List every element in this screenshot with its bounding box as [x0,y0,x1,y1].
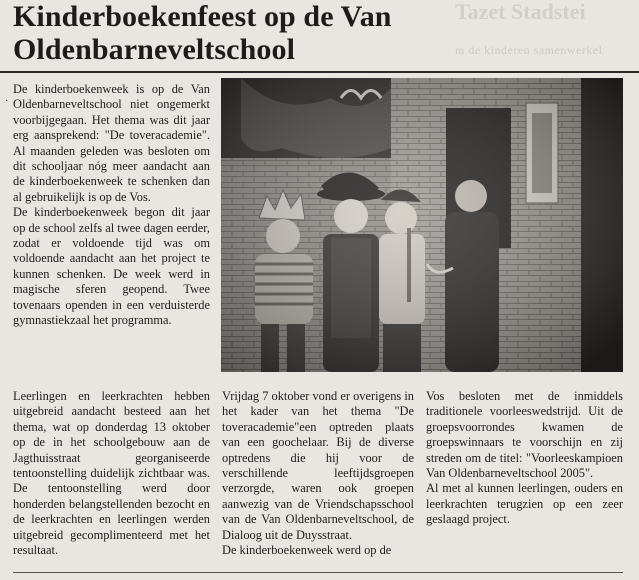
title-rule [0,71,639,73]
bottom-rule [13,572,623,573]
bleed-through-subtext: m de kinderen samenwerkel [455,43,603,57]
col1-paragraph: Leerlingen en leerkrachten hebben uitgebreid aandacht besteed aan het thema, wat op donderdag 13 oktober op de in het schoolgebouw aan de Jagthuisstraat georganiseerde tentoonstelling duidelijk zichtbaar was. De tentoonstelling werd door honderden belangstellenden bezocht en de leerkrachten en leerlingen werden uitgebreid gecomplimenteerd met het resultaat. [13,389,210,558]
column-intro [13,82,210,329]
article-title [13,0,392,66]
intro-paragraph-1: De kinderboekenweek is op de Van Oldenbarneveltschool niet ongemerkt voorbijgegaan. Het thema was dit jaar erg aansprekend: "De toveracademie". Al maanden geleden was besloten om dit schooljaar nóg meer aandacht aan de kinderboekenweek te schenken dan al gebruikelijk is op de Vos. [13,82,210,204]
col2-paragraph-1: Vrijdag 7 oktober vond er overigens in het kader van het thema "De toveracademie"een optreden plaats van een goochelaar. Bij de diverse optredens die hij voor de verschillende leeftijdsgroepen verzorgde, waren ook groepen aanwezig van de Vriendschapsschool van de Van Oldenbarneveltschool, de Dialoog uit de Duysstraat. [222,389,414,542]
photo-illustration [221,78,623,372]
bleed-through-heading: Tazet Stadstei [455,0,586,24]
col3-paragraph-1: Vos besloten met de inmiddels traditionele voorleeswedstrijd. Uit de groepsvoorrondes kwamen de groepswinnaars te voorschijn en zij streden om de titel: "Voorleeskampioen Van Oldenbarneveltschool 2005". [426,389,623,481]
title-line-1: Kinderboekenfeest op de Van [13,0,392,33]
margin-mark: · [5,96,9,107]
column-2 [222,389,414,558]
column-3 [426,389,623,528]
article-photo [221,78,623,372]
column-1-bottom [13,389,210,558]
intro-paragraph-2: De kinderboekenweek begon dit jaar op de school zelfs al twee dagen eerder, zodat er voldoende tijd was om voldoende aandacht aan het project te kunnen schenken. De week werd in magische sferen geopend. Twee tovenaars openden in een verduisterde gymnastiekzaal het programma. [13,205,210,328]
col3-paragraph-2: Al met al kunnen leerlingen, ouders en leerkrachten terugzien op een zeer geslaagd project. [426,481,623,527]
col2-paragraph-2: De kinderboekenweek werd op de [222,543,392,558]
title-line-2: Oldenbarneveltschool [13,33,296,66]
bleed-through-text [455,0,639,72]
